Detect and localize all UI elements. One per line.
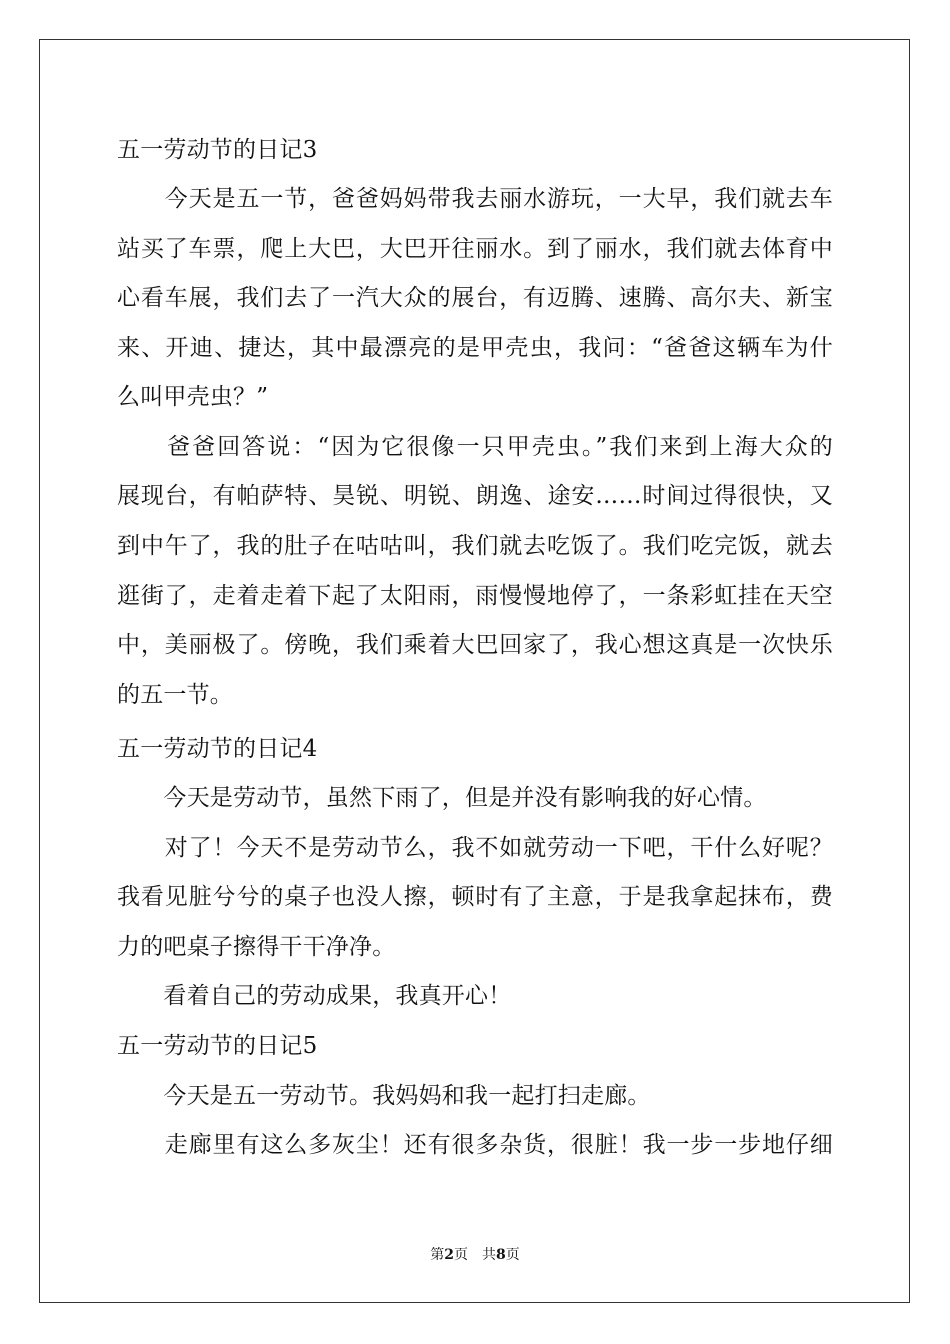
footer-mid: 页 共 [454,1247,496,1263]
paragraph-line: 站买了车票，爬上大巴，大巴开往丽水。到了丽水，我们就去体育中 [117,236,833,262]
paragraph-line: 来、开迪、捷达，其中最漂亮的是甲壳虫，我问：“爸爸这辆车为什 [117,335,833,361]
paragraph-line: 我看见脏兮兮的桌子也没人擦，顿时有了主意，于是我拿起抹布，费 [117,884,833,910]
heading-diary-5: 五一劳动节的日记5 [117,1033,318,1059]
heading-diary-3: 五一劳动节的日记3 [117,137,318,163]
paragraph-line: 今天是五一节，爸爸妈妈带我去丽水游玩，一大早，我们就去车 [117,186,833,212]
page-border [39,39,910,1303]
footer-prefix: 第 [430,1247,445,1263]
paragraph-line: 力的吧桌子擦得干干净净。 [117,934,396,960]
paragraph-line: 中，美丽极了。傍晚，我们乘着大巴回家了，我心想这真是一次快乐 [117,632,833,658]
paragraph-line: 爸爸回答说：“因为它很像一只甲壳虫。”我们来到上海大众的 [117,434,833,460]
paragraph-line: 今天是五一劳动节。我妈妈和我一起打扫走廊。 [117,1083,651,1109]
paragraph-line: 展现台，有帕萨特、昊锐、明锐、朗逸、途安……时间过得很快，又 [117,483,833,509]
total-pages-number: 8 [496,1247,506,1263]
paragraph-line: 到中午了，我的肚子在咕咕叫，我们就去吃饭了。我们吃完饭，就去 [117,533,833,559]
paragraph-line: 今天是劳动节，虽然下雨了，但是并没有影响我的好心情。 [117,785,767,811]
paragraph-line: 看着自己的劳动成果，我真开心！ [117,983,512,1009]
page-number-footer [0,1245,950,1265]
heading-diary-4: 五一劳动节的日记4 [117,736,318,762]
paragraph-line: 的五一节。 [117,682,233,708]
paragraph-line: 么叫甲壳虫？” [117,384,269,410]
paragraph-line: 走廊里有这么多灰尘！还有很多杂货，很脏！我一步一步地仔细 [117,1132,833,1158]
paragraph-line: 心看车展，我们去了一汽大众的展台，有迈腾、速腾、高尔夫、新宝 [117,285,833,311]
paragraph-line: 逛街了，走着走着下起了太阳雨，雨慢慢地停了，一条彩虹挂在天空 [117,583,833,609]
current-page-number: 2 [444,1247,454,1263]
paragraph-line: 对了！今天不是劳动节么，我不如就劳动一下吧，干什么好呢？ [117,835,833,861]
footer-suffix: 页 [505,1247,520,1263]
